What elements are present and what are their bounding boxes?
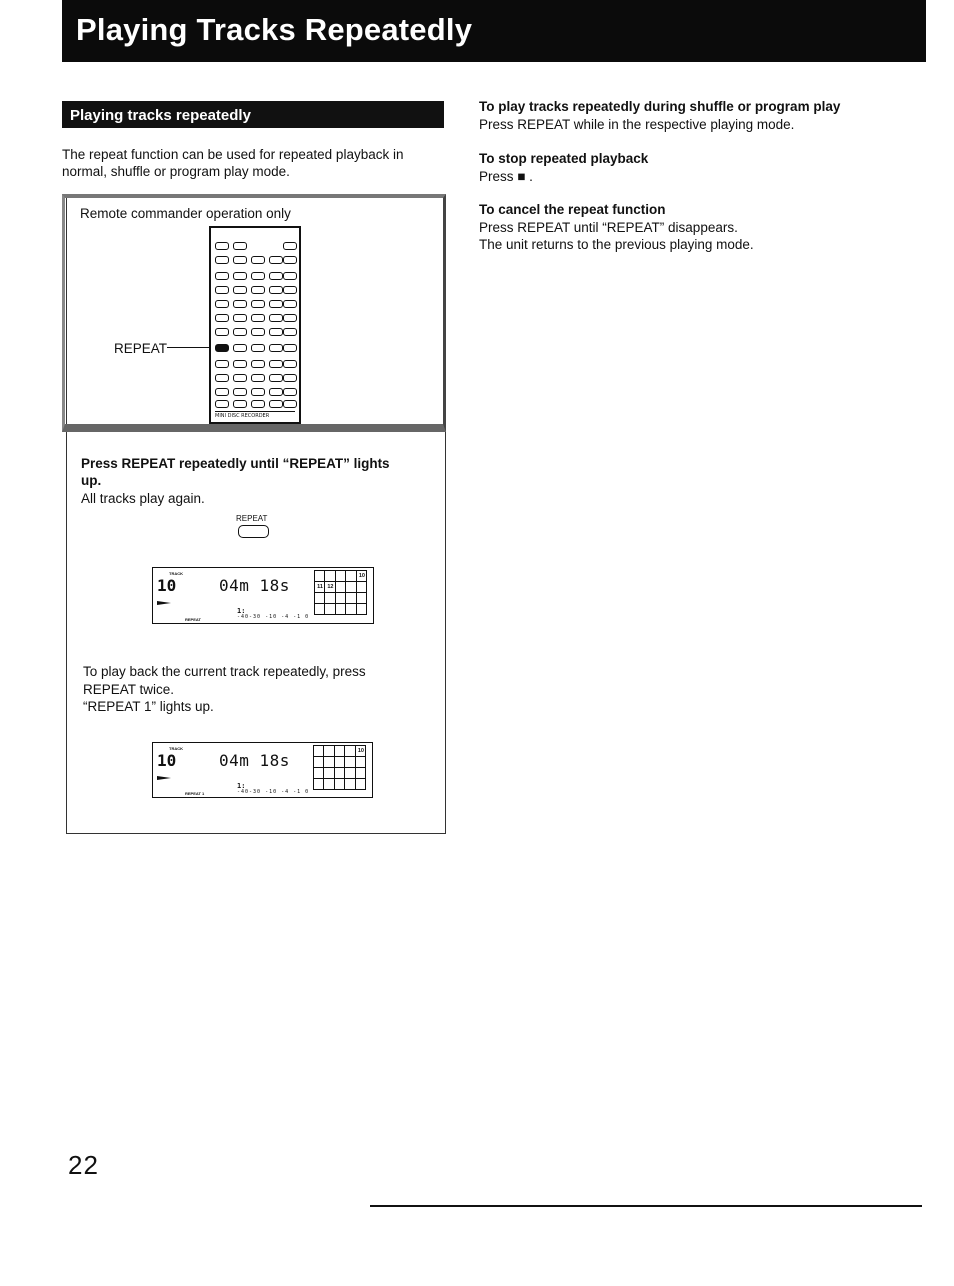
remote-button-icon — [215, 344, 229, 352]
remote-button-icon — [251, 286, 265, 294]
play-indicator-icon — [157, 776, 171, 780]
remote-button-icon — [283, 328, 297, 336]
remote-button-icon — [233, 300, 247, 308]
step-heading-line-2: up. — [81, 473, 102, 488]
remote-button-icon — [283, 242, 297, 250]
remote-button-icon — [251, 272, 265, 280]
page-title: Playing Tracks Repeatedly — [76, 12, 473, 47]
repeat1-line-1: To play back the current track repeatedly, press — [83, 664, 366, 679]
remote-button-icon — [269, 344, 283, 352]
remote-button-icon — [215, 300, 229, 308]
remote-button-icon — [251, 400, 265, 408]
track-tag: TRACK — [169, 746, 183, 751]
remote-button-icon — [233, 256, 247, 264]
repeat-button-icon — [238, 525, 269, 538]
remote-button-icon — [283, 272, 297, 280]
step-result: All tracks play again. — [81, 491, 205, 506]
remote-button-icon — [283, 374, 297, 382]
remote-button-icon — [269, 314, 283, 322]
remote-button-icon — [215, 400, 229, 408]
remote-button-icon — [233, 314, 247, 322]
remote-button-icon — [269, 374, 283, 382]
remote-button-icon — [233, 272, 247, 280]
step-heading-line-1: Press REPEAT repeatedly until “REPEAT” lights — [81, 456, 390, 471]
remote-button-icon — [269, 272, 283, 280]
cancel-line-1: Press REPEAT until “REPEAT” disappears. — [479, 220, 738, 235]
remote-button-icon — [269, 388, 283, 396]
grid-label-11: 11 — [315, 582, 326, 593]
remote-button-icon — [233, 242, 247, 250]
shuffle-heading: To play tracks repeatedly during shuffle or program play — [479, 99, 841, 114]
remote-button-icon — [251, 314, 265, 322]
figure-caption: Remote commander operation only — [80, 206, 291, 221]
remote-button-icon — [283, 344, 297, 352]
remote-button-icon — [269, 328, 283, 336]
stop-text: Press ■ . — [479, 169, 533, 184]
track-number: 10 — [157, 751, 177, 770]
remote-button-icon — [269, 400, 283, 408]
track-number: 10 — [157, 576, 177, 595]
bottom-rule — [370, 1205, 922, 1207]
remote-button-icon — [233, 400, 247, 408]
repeat-button-label: REPEAT — [236, 514, 268, 523]
remote-button-icon — [233, 328, 247, 336]
remote-button-icon — [283, 400, 297, 408]
remote-button-icon — [233, 374, 247, 382]
remote-button-icon — [215, 272, 229, 280]
track-tag: TRACK — [169, 571, 183, 576]
page-number: 22 — [68, 1150, 99, 1180]
remote-button-icon — [215, 388, 229, 396]
level-colon-icon: 1: — [237, 607, 246, 615]
intro-line-2: normal, shuffle or program play mode. — [62, 164, 290, 179]
remote-button-icon — [269, 256, 283, 264]
remote-button-icon — [269, 286, 283, 294]
remote-button-icon — [233, 286, 247, 294]
remote-button-icon — [215, 314, 229, 322]
remote-button-icon — [233, 344, 247, 352]
remote-button-icon — [283, 360, 297, 368]
remote-button-icon — [215, 242, 229, 250]
stop-heading: To stop repeated playback — [479, 151, 649, 166]
section-heading: Playing tracks repeatedly — [70, 107, 251, 124]
track-calendar-grid — [313, 745, 367, 790]
remote-button-icon — [233, 360, 247, 368]
time-readout: 04m 18s — [219, 751, 290, 770]
remote-button-icon — [251, 300, 265, 308]
remote-button-icon — [269, 360, 283, 368]
repeat1-line-3: “REPEAT 1” lights up. — [83, 699, 214, 714]
level-meter-icon: -40-30 -10 -4 -1 0 — [237, 789, 310, 795]
remote-model-label: MINI DISC RECORDER — [215, 411, 295, 420]
cancel-line-2: The unit returns to the previous playing mode. — [479, 237, 754, 252]
track-calendar-grid — [314, 570, 368, 615]
remote-button-icon — [251, 374, 265, 382]
repeat-callout-line — [167, 347, 211, 348]
remote-commander-illustration — [209, 226, 301, 424]
intro-line-1: The repeat function can be used for repeated playback in — [62, 147, 404, 162]
remote-button-icon — [215, 256, 229, 264]
remote-button-icon — [215, 328, 229, 336]
level-meter-icon: -40-30 -10 -4 -1 0 — [237, 614, 310, 620]
grid-label-12: 12 — [325, 582, 336, 593]
remote-button-icon — [283, 300, 297, 308]
level-colon-icon: 1: — [237, 782, 246, 790]
remote-button-icon — [269, 300, 283, 308]
remote-button-icon — [283, 286, 297, 294]
remote-button-icon — [251, 328, 265, 336]
remote-button-icon — [251, 344, 265, 352]
repeat-indicator: REPEAT — [185, 617, 201, 622]
remote-button-icon — [215, 360, 229, 368]
time-readout: 04m 18s — [219, 576, 290, 595]
remote-button-icon — [233, 388, 247, 396]
remote-button-icon — [283, 256, 297, 264]
repeat1-line-2: REPEAT twice. — [83, 682, 175, 697]
remote-button-icon — [251, 256, 265, 264]
remote-button-icon — [283, 314, 297, 322]
remote-button-icon — [215, 374, 229, 382]
repeat-1-indicator: REPEAT 1 — [185, 791, 205, 796]
grid-label-10: 10 — [356, 746, 367, 757]
repeat-callout-label: REPEAT — [114, 341, 168, 356]
display-repeat-1 — [152, 742, 373, 798]
remote-button-icon — [251, 388, 265, 396]
display-repeat — [152, 567, 374, 624]
remote-button-icon — [283, 388, 297, 396]
cancel-heading: To cancel the repeat function — [479, 202, 666, 217]
shuffle-text: Press REPEAT while in the respective playing mode. — [479, 117, 795, 132]
remote-button-icon — [215, 286, 229, 294]
grid-label-10: 10 — [357, 571, 368, 582]
play-indicator-icon — [157, 601, 171, 605]
remote-button-icon — [251, 360, 265, 368]
